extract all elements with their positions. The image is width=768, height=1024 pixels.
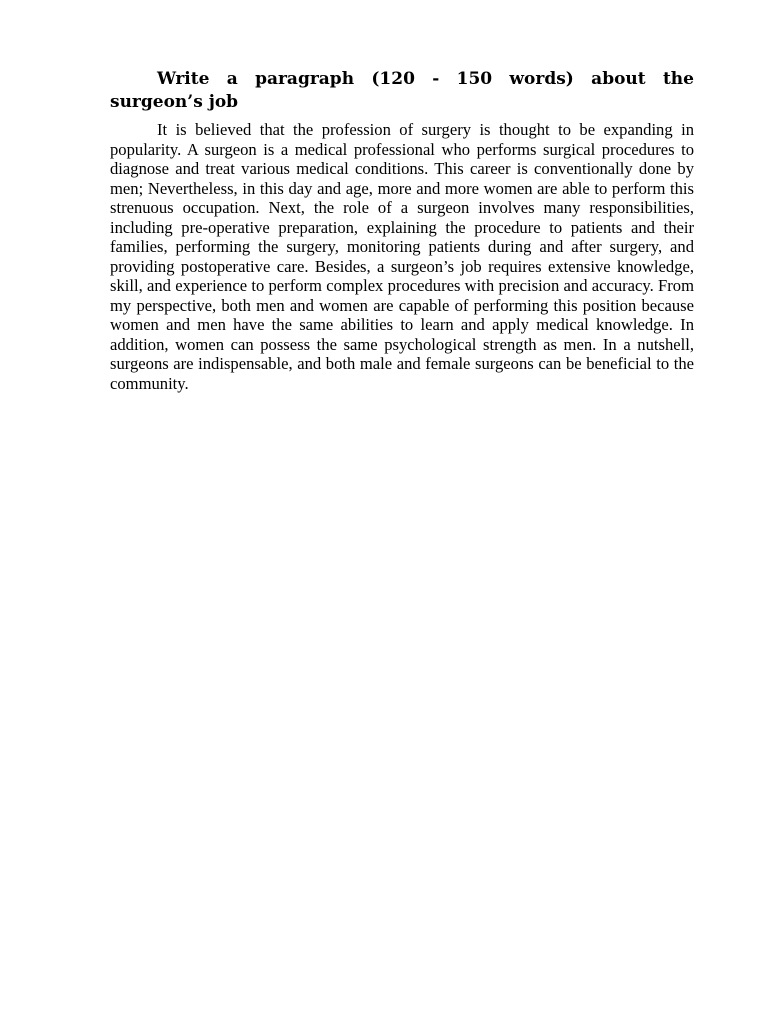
document-heading: Write a paragraph (120 - 150 words) about the surgeon’s job — [110, 69, 694, 112]
document-paragraph: It is believed that the profession of surgery is thought to be expanding in popularity. A surgeon is a medical professional who performs surgical procedures to diagnose and treat various medical conditions. This career is conventionally done by men; Nevertheless, in this day and age, more and more women are able to perform this strenuous occupation. Next, the role of a surgeon involves many responsibilities, including pre-operative preparation, explaining the procedure to patients and their families, performing the surgery, monitoring patients during and after surgery, and providing postoperative care. Besides, a surgeon’s job requires extensive knowledge, skill, and experience to perform complex procedures with precision and accuracy. From my perspective, both men and women are capable of performing this position because women and men have the same abilities to learn and apply medical knowledge. In addition, women can possess the same psychological strength as men. In a nutshell, surgeons are indispensable, and both male and female surgeons can be beneficial to the community. — [110, 120, 694, 393]
document-page — [110, 68, 694, 393]
